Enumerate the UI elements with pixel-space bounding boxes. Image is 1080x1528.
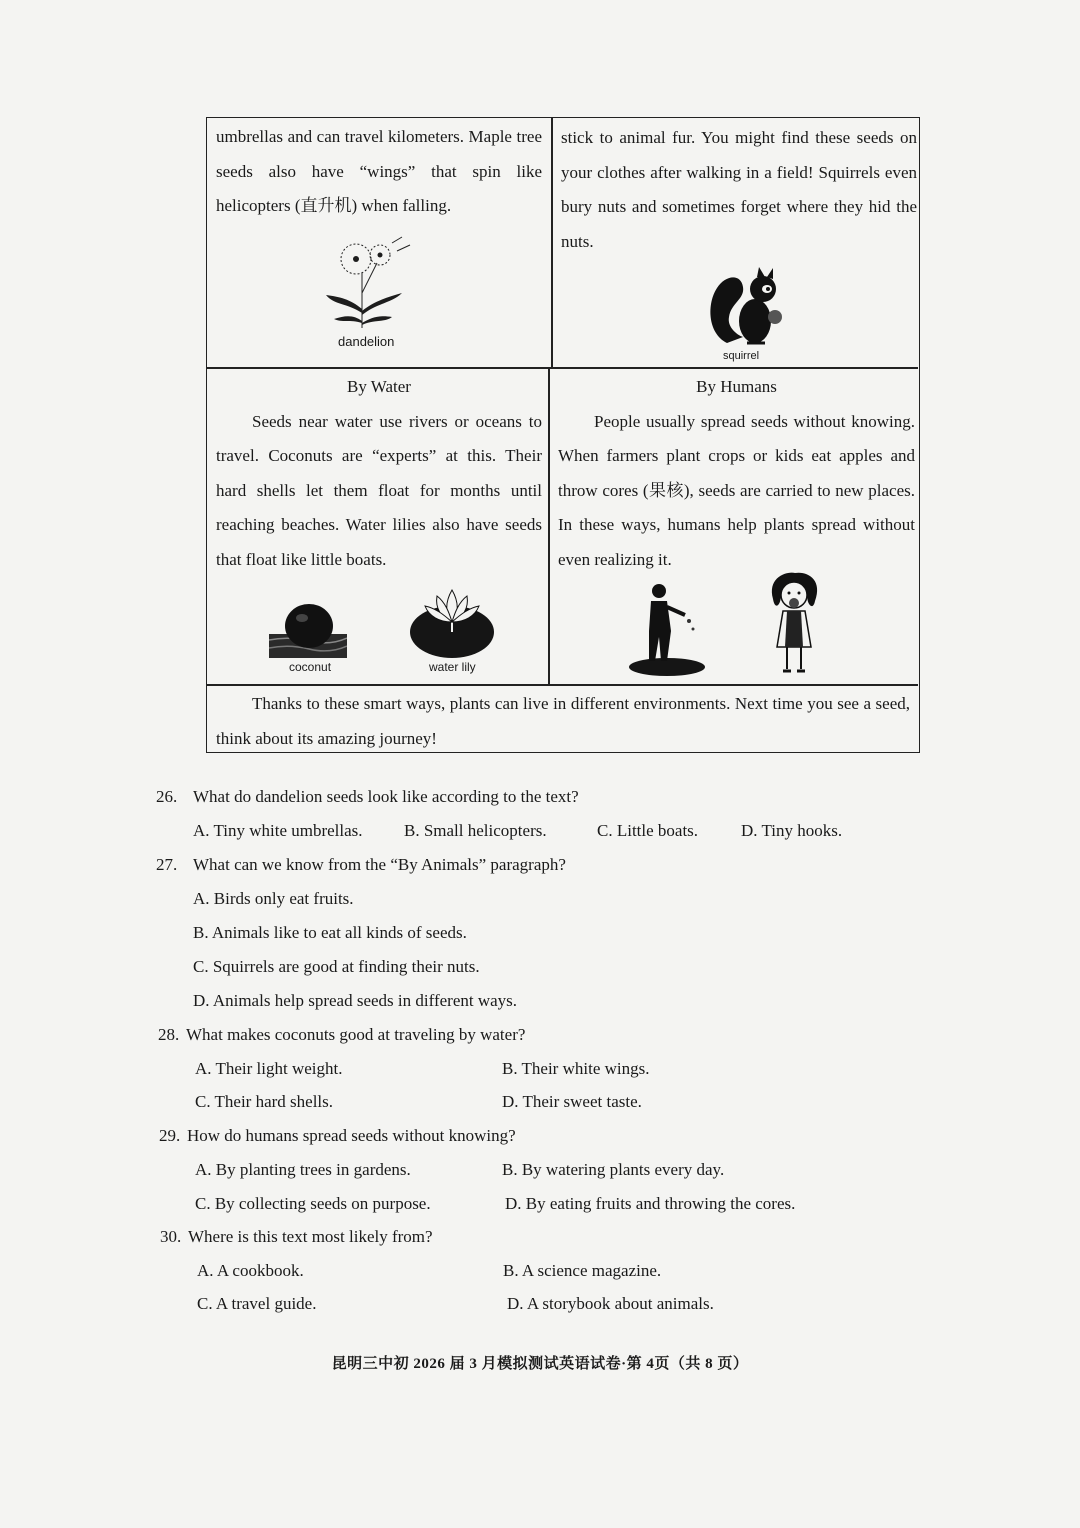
question-29-stem: 29. How do humans spread seeds without knowing? [159, 1126, 516, 1145]
row-divider-2 [207, 684, 918, 686]
cell-conclusion [216, 687, 910, 756]
column-divider-bottom [548, 368, 550, 685]
question-30-option-d[interactable]: D. A storybook about animals. [507, 1294, 714, 1313]
question-30-option-b[interactable]: B. A science magazine. [503, 1261, 662, 1280]
question-30-option-c[interactable]: C. A travel guide. [197, 1294, 317, 1313]
question-26-option-c[interactable]: C. Little boats. [597, 821, 699, 840]
question-28-stem: 28. What makes coconuts good at traveling by water? [158, 1025, 526, 1044]
dandelion-illustration [322, 233, 417, 333]
question-29-option-a[interactable]: A. By planting trees in gardens. [195, 1160, 411, 1179]
question-27-option-a[interactable]: A. Birds only eat fruits. [193, 889, 354, 908]
question-26-option-d[interactable]: D. Tiny hooks. [741, 821, 843, 840]
question-28-option-b[interactable]: B. Their white wings. [502, 1059, 650, 1078]
water-paragraph: Seeds near water use rivers or oceans to travel. Coconuts are “experts” at this. Their hard shells let them float for months until reaching beaches. Water lilies also have seeds that float like little boats. [216, 411, 542, 569]
question-29-option-c[interactable]: C. By collecting seeds on purpose. [195, 1194, 431, 1213]
cell-by-humans [558, 370, 915, 577]
coconut-illustration [269, 596, 347, 658]
animals-paragraph: stick to animal fur. You might find these seeds on your clothes after walking in a field! Squirrels even bury nuts and sometimes forget where they hid the nuts. [561, 128, 917, 251]
question-26-stem: 26. What do dandelion seeds look like according to the text? [156, 787, 579, 806]
water-lily-caption: water lily [429, 660, 476, 674]
question-26-option-b[interactable]: B. Small helicopters. [404, 821, 547, 840]
question-27-option-b[interactable]: B. Animals like to eat all kinds of seeds. [193, 923, 467, 942]
girl-eating-apple-illustration [763, 571, 825, 677]
question-29-option-b[interactable]: B. By watering plants every day. [502, 1160, 725, 1179]
coconut-caption: coconut [289, 660, 332, 674]
question-28-option-c[interactable]: C. Their hard shells. [195, 1092, 334, 1111]
question-30-option-a[interactable]: A. A cookbook. [197, 1261, 304, 1280]
dandelion-caption: dandelion [338, 334, 395, 349]
passage-table [206, 117, 920, 753]
question-29-option-d[interactable]: D. By eating fruits and throwing the cores. [505, 1194, 796, 1213]
squirrel-caption: squirrel [723, 350, 760, 362]
humans-paragraph: People usually spread seeds without knowing. When farmers plant crops or kids eat apples and throw cores (果核), seeds are carried to new places. In these ways, humans help plants spread without even realizing it. [558, 411, 915, 569]
wind-paragraph: umbrellas and can travel kilometers. Maple tree seeds also have “wings” that spin like helicopters (直升机) when falling. [216, 127, 542, 215]
page-footer: 昆明三中初 2026 届 3 月模拟测试英语试卷·第 4页（共 8 页） [331, 1356, 749, 1372]
water-heading: By Water [347, 377, 411, 396]
squirrel-illustration [707, 263, 792, 353]
question-26-option-a[interactable]: A. Tiny white umbrellas. [193, 821, 363, 840]
question-28-option-a[interactable]: A. Their light weight. [195, 1059, 343, 1078]
cell-by-water [216, 370, 542, 577]
water-lily-illustration [407, 582, 497, 660]
question-30-stem: 30. Where is this text most likely from? [160, 1227, 433, 1246]
question-27-option-d[interactable]: D. Animals help spread seeds in different ways. [193, 991, 518, 1010]
question-28-option-d[interactable]: D. Their sweet taste. [502, 1092, 642, 1111]
conclusion-paragraph: Thanks to these smart ways, plants can live in different environments. Next time you see a seed, think about its amazing journey! [216, 694, 910, 748]
humans-heading: By Humans [696, 377, 777, 396]
farmer-illustration [627, 581, 711, 677]
column-divider-top [551, 118, 553, 368]
cell-by-animals [561, 121, 917, 259]
question-27-stem: 27. What can we know from the “By Animals” paragraph? [156, 855, 566, 874]
row-divider-1 [207, 367, 918, 369]
cell-by-wind [216, 120, 542, 224]
question-27-option-c[interactable]: C. Squirrels are good at finding their nuts. [193, 957, 480, 976]
